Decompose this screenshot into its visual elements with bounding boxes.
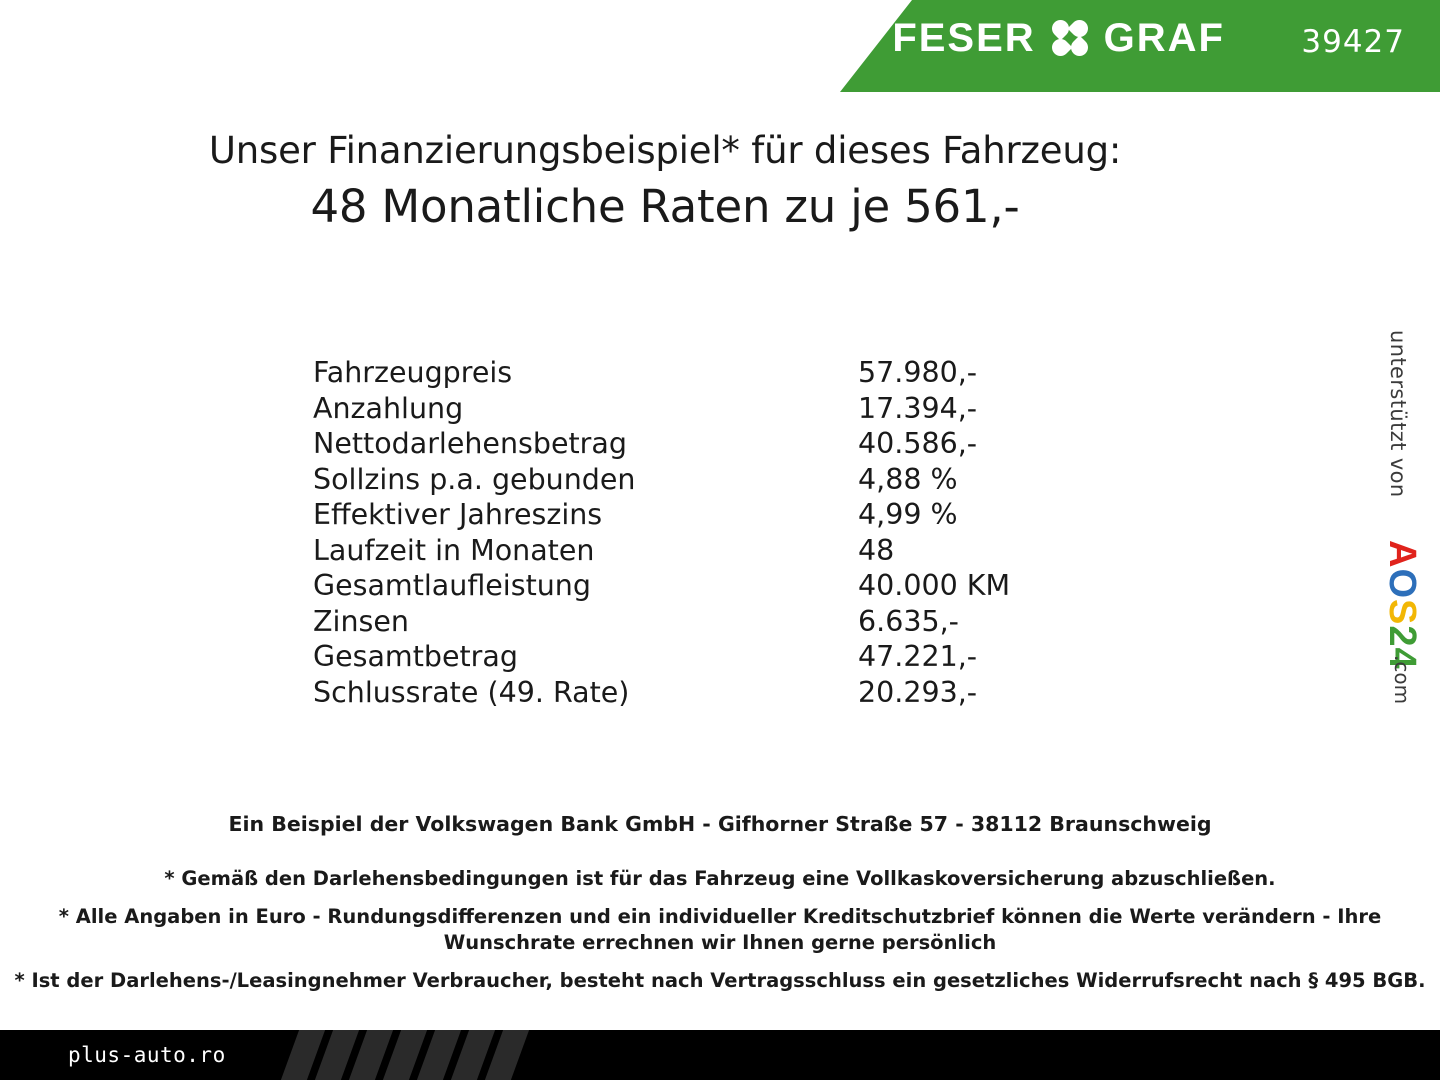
aos24-letter-s: S <box>1381 599 1423 626</box>
clover-icon <box>1050 19 1090 59</box>
dealer-logo <box>892 16 1225 61</box>
footnotes <box>0 812 1440 994</box>
bank-disclaimer: Ein Beispiel der Volkswagen Bank GmbH - Gifhorner Straße 57 - 38112 Braunschweig <box>228 812 1212 836</box>
row-label: Anzahlung <box>313 391 464 425</box>
table-row <box>313 533 1073 569</box>
table-row <box>313 462 1073 498</box>
table-row <box>313 426 1073 462</box>
title-block <box>0 128 1330 234</box>
row-label: Schlussrate (49. Rate) <box>313 675 630 709</box>
aos24-letter-o: O <box>1381 568 1423 600</box>
page-header <box>0 0 1440 92</box>
table-row <box>313 391 1073 427</box>
row-label: Effektiver Jahreszins <box>313 498 603 531</box>
aos24-domain-suffix: .com <box>1390 655 1414 705</box>
row-value: 17.394,- <box>858 391 978 425</box>
footnote-1: * Gemäß den Darlehensbedingungen ist für das Fahrzeug eine Vollkaskoversicherung abzuschließen. <box>164 867 1276 890</box>
row-value: 47.221,- <box>858 640 978 673</box>
supported-by-sidebar <box>1372 330 1432 750</box>
footnote-3: * Ist der Darlehens-/Leasingnehmer Verbraucher, besteht nach Vertragsschluss ein gesetzliches Widerrufsrecht nach § 495 BGB. <box>14 969 1426 992</box>
table-row <box>313 604 1073 640</box>
row-value: 48 <box>858 533 895 567</box>
brand-name-first: FESER <box>892 16 1036 60</box>
row-label: Gesamtbetrag <box>313 640 518 673</box>
row-label: Fahrzeugpreis <box>313 356 513 389</box>
decorative-stripes <box>290 1030 550 1080</box>
row-value: 40.586,- <box>858 427 978 460</box>
brand-name-second: GRAF <box>1103 16 1225 60</box>
bottom-bar <box>0 1030 1440 1080</box>
table-row <box>313 568 1073 604</box>
row-value: 6.635,- <box>858 604 959 638</box>
stock-number: 39427 <box>1301 24 1405 60</box>
row-value: 57.980,- <box>858 356 978 389</box>
row-label: Nettodarlehensbetrag <box>313 427 627 460</box>
row-label: Gesamtlaufleistung <box>313 569 591 602</box>
table-row <box>313 497 1073 533</box>
page-title: Unser Finanzierungsbeispiel* für dieses Fahrzeug: <box>208 129 1122 172</box>
table-row <box>313 639 1073 675</box>
supported-by-label: unterstützt von <box>1386 330 1410 498</box>
row-value: 4,88 % <box>858 462 958 496</box>
table-row <box>313 675 1073 711</box>
table-row <box>313 355 1073 391</box>
aos24-logo <box>1380 540 1423 670</box>
row-value: 20.293,- <box>858 675 978 709</box>
row-label: Laufzeit in Monaten <box>313 533 595 567</box>
row-label: Zinsen <box>313 604 409 638</box>
aos24-letter-24: 24 <box>1381 625 1423 670</box>
finance-table <box>313 355 1073 710</box>
footnote-2: * Alle Angaben in Euro - Rundungsdifferenzen und ein individueller Kreditschutzbrief können die Werte verändern - Ihre Wunschrate errechnen wir Ihnen gerne persönlich <box>58 905 1382 954</box>
page-subtitle: 48 Monatliche Raten zu je 561,- <box>310 180 1020 234</box>
row-value: 40.000 KM <box>858 569 1011 602</box>
row-value: 4,99 % <box>858 498 958 531</box>
site-watermark: plus-auto.ro <box>68 1043 226 1067</box>
row-label: Sollzins p.a. gebunden <box>313 462 636 496</box>
aos24-letter-a: A <box>1381 540 1423 569</box>
